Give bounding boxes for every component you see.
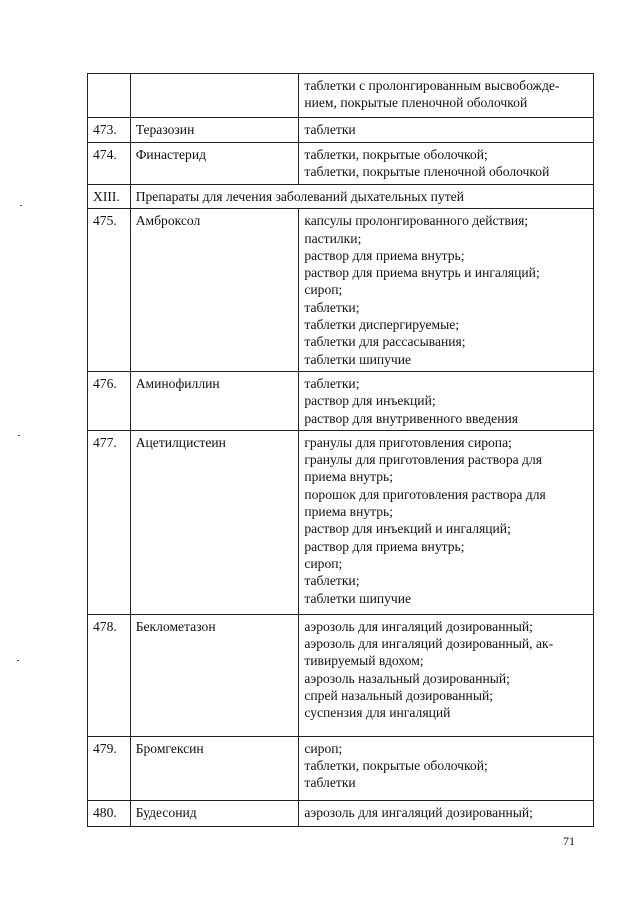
- dosage-form-line: таблетки: [304, 122, 356, 137]
- drug-name: Будесонид: [130, 800, 299, 826]
- dosage-form-line: таблетки для рассасывания;: [304, 334, 466, 350]
- dosage-form-line: аэрозоль для ингаляций дозированный;: [304, 804, 533, 820]
- row-number: 478.: [88, 614, 131, 736]
- dosage-form-line: раствор для инъекций;: [304, 393, 436, 409]
- table-body-top: [88, 74, 594, 185]
- dosage-form-line: приема внутрь;: [304, 469, 394, 485]
- dosage-form-line: нием, покрытые пленочной оболочкой: [304, 95, 528, 111]
- dosage-form-line: таблетки диспергируемые;: [304, 317, 460, 333]
- table-row: [88, 118, 594, 143]
- table-row: [88, 371, 594, 430]
- dosage-form-line: порошок для приготовления раствора для: [304, 486, 546, 502]
- table-body-bottom: [88, 209, 594, 827]
- drug-name: [130, 74, 299, 118]
- row-number: 477.: [88, 430, 131, 614]
- dosage-form-line: сироп;: [304, 740, 343, 756]
- dosage-form-line: гранулы для приготовления сиропа;: [304, 434, 512, 450]
- dosage-form-line: спрей назальный дозированный;: [304, 688, 494, 704]
- row-number: 479.: [88, 736, 131, 800]
- table-row: [88, 430, 594, 614]
- drug-name: Беклометазон: [130, 614, 299, 736]
- dosage-forms: [299, 430, 594, 614]
- drug-name: Теразозин: [130, 118, 299, 143]
- section-number: XIII.: [88, 185, 131, 209]
- dosage-form-line: раствор для внутривенного введения: [304, 410, 519, 426]
- row-number: 473.: [88, 118, 131, 143]
- section-title: Препараты для лечения заболеваний дыхательных путей: [130, 185, 593, 209]
- row-number: 476.: [88, 371, 131, 430]
- drug-name: Ацетилцистеин: [130, 430, 299, 614]
- dosage-form-line: сироп;: [304, 555, 343, 571]
- scan-mark: [18, 435, 20, 436]
- dosage-form-line: таблетки;: [304, 375, 360, 391]
- dosage-form-line: капсулы пролонгированного действия;: [304, 213, 529, 229]
- dosage-form-line: таблетки;: [304, 573, 360, 589]
- dosage-forms: [299, 143, 594, 185]
- page-number: 71: [563, 834, 575, 848]
- dosage-forms: [299, 614, 594, 736]
- dosage-form-line: таблетки;: [304, 299, 360, 315]
- row-number: 480.: [88, 800, 131, 826]
- dosage-form-line: аэрозоль для ингаляций дозированный, ак-: [304, 636, 554, 652]
- drug-name: Финастерид: [130, 143, 299, 185]
- dosage-form-line: таблетки, покрытые пленочной оболочкой: [304, 164, 550, 180]
- row-number: [88, 74, 131, 118]
- dosage-form-line: приема внутрь;: [304, 504, 394, 520]
- table-row: [88, 209, 594, 372]
- dosage-form-line: раствор для приема внутрь;: [304, 247, 465, 263]
- table-row: [88, 614, 594, 736]
- table-row: [88, 736, 594, 800]
- row-number: 474.: [88, 143, 131, 185]
- section-header-body: [88, 185, 594, 209]
- drug-name: Амброксол: [130, 209, 299, 372]
- dosage-form-line: пастилки;: [304, 230, 362, 246]
- dosage-form-line: раствор для приема внутрь;: [304, 538, 465, 554]
- dosage-form-line: раствор для приема внутрь и ингаляций;: [304, 265, 540, 281]
- row-number: 475.: [88, 209, 131, 372]
- table-row: [88, 143, 594, 185]
- dosage-form-line: таблетки с пролонгированным высвобожде-: [304, 78, 560, 93]
- dosage-form-line: аэрозоль для ингаляций дозированный;: [304, 618, 533, 634]
- dosage-form-line: гранулы для приготовления раствора для: [304, 452, 543, 468]
- dosage-form-line: таблетки шипучие: [304, 351, 412, 367]
- dosage-forms: [299, 371, 594, 430]
- dosage-form-line: раствор для инъекций и ингаляций;: [304, 521, 511, 537]
- drug-name: Бромгексин: [130, 736, 299, 800]
- dosage-form-line: тивируемый вдохом;: [304, 653, 424, 669]
- dosage-forms: [299, 800, 594, 826]
- dosage-forms: [299, 118, 594, 143]
- scan-mark: [20, 205, 22, 206]
- dosage-forms: [299, 736, 594, 800]
- dosage-form-line: таблетки, покрытые оболочкой;: [304, 758, 488, 774]
- dosage-form-line: аэрозоль назальный дозированный;: [304, 670, 510, 686]
- table-row: [88, 74, 594, 118]
- dosage-forms: [299, 74, 594, 118]
- dosage-form-line: таблетки: [304, 775, 356, 791]
- scan-mark: [17, 660, 19, 661]
- dosage-forms: [299, 209, 594, 372]
- dosage-form-line: таблетки, покрытые оболочкой;: [304, 147, 488, 162]
- drug-list-table: [87, 73, 594, 827]
- table-row: [88, 800, 594, 826]
- dosage-form-line: сироп;: [304, 282, 343, 298]
- section-row: [88, 185, 594, 209]
- drug-name: Аминофиллин: [130, 371, 299, 430]
- dosage-form-line: суспензия для ингаляций: [304, 705, 451, 721]
- dosage-form-line: таблетки шипучие: [304, 590, 412, 606]
